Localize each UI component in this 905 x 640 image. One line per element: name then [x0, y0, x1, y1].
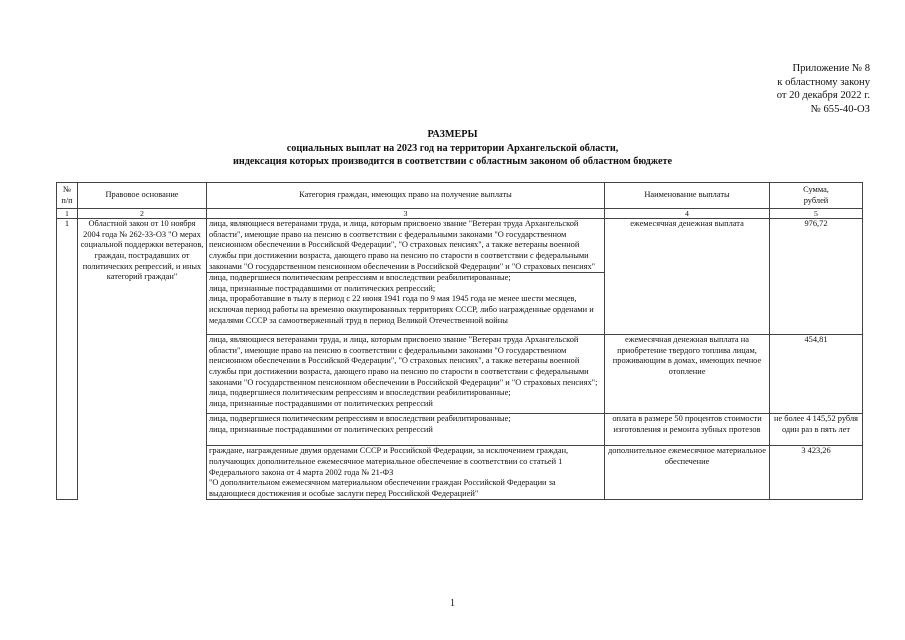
category-text: лица, подвергшиеся политическим репрессиям и впоследствии реабилитированные; лица, признанные пострадавшими от политических репрессий; лица, проработавшие в тылу в период с 22 июня 1941 года по 9 мая 1945 года не менее шести месяцев, исключая период работы на временно оккупированных территориях СССР, либо награжденные орденами и медалями СССР за самоотверженный труд в период Великой Отечественной войны: [209, 273, 594, 325]
appendix-law-number: № 655-40-ОЗ: [810, 103, 870, 115]
column-number: 5: [770, 209, 863, 219]
table-header-row: [57, 183, 863, 209]
category-text: лица, являющиеся ветеранами труда, и лица, которым присвоено звание "Ветеран труда Архангельской области", имеющие право на пенсию в соответствии с федеральными законами "О государственном пенсионном обеспечении в Российской Федерации", "О страховых пенсиях", а также ветераны военной службы при достижении возраста, дающего право на пенсию по старости в соответствии с федеральными законами "О государственном пенсионном обеспечении в Российской Федерации" и "О страховых пенсиях"; лица, подвергшиеся политическим репрессиям и впоследствии реабилитированные; лица, признанные пострадавшими от политических репрессий: [209, 335, 598, 408]
payment-name: оплата в размере 50 процентов стоимости изготовления и ремонта зубных протезов: [605, 414, 770, 446]
payment-sum: 454,81: [770, 335, 863, 414]
appendix-date: от 20 декабря 2022 г.: [776, 90, 870, 101]
header-basis: Правовое основание: [78, 183, 207, 209]
payment-name: дополнительное ежемесячное материальное обеспечение: [605, 446, 770, 500]
document-title: [0, 128, 905, 169]
title-main: РАЗМЕРЫ: [427, 129, 478, 140]
table-row: [57, 219, 863, 273]
category-text: лица, являющиеся ветеранами труда, и лица, которым присвоено звание "Ветеран труда Архангельской области", имеющие право на пенсию в соответствии с федеральными законами "О государственном пенсионном обеспечении в Российской Федерации", "О страховых пенсиях", а также ветераны военной службы при достижении возраста, дающего право на пенсию по старости в соответствии с федеральными законами "О государственном пенсионном обеспечении в Российской Федерации" и "О страховых пенсиях": [209, 219, 596, 271]
column-number: 4: [605, 209, 770, 219]
category-cell: [207, 335, 605, 414]
category-cell: [207, 414, 605, 446]
category-text: лица, подвергшиеся политическим репрессиям и впоследствии реабилитированные; лица, признанные пострадавшими от политических репрессий: [209, 414, 511, 434]
title-sub-1: социальных выплат на 2023 год на территории Архангельской области,: [286, 142, 619, 154]
appendix-header: [690, 62, 870, 116]
category-cell: [207, 219, 605, 273]
column-number-row: [57, 209, 863, 219]
column-number: 2: [78, 209, 207, 219]
appendix-number: Приложение № 8: [792, 63, 870, 74]
header-num: № п/п: [57, 183, 78, 209]
column-number: 3: [207, 209, 605, 219]
category-cell: [207, 446, 605, 500]
column-number: 1: [57, 209, 78, 219]
page-number: 1: [450, 598, 455, 609]
payment-name: ежемесячная денежная выплата: [605, 219, 770, 335]
header-sum: Сумма, рублей: [770, 183, 863, 209]
header-category: Категория граждан, имеющих право на получение выплаты: [207, 183, 605, 209]
payment-sum: не более 4 145,52 рубля один раз в пять лет: [770, 414, 863, 446]
payment-name: ежемесячная денежная выплата на приобретение твердого топлива лицам, проживающим в домах, имеющих печное отопление: [605, 335, 770, 414]
category-text: граждане, награжденные двумя орденами СССР и Российской Федерации, за исключением граждан, получающих дополнительное ежемесячное материальное обеспечение в соответствии со статьей 1 Федерального закона от 4 марта 2002 года № 21-ФЗ "О дополнительном ежемесячном материальном обеспечении граждан Российской Федерации за выдающиеся достижения и особые заслуги перед Российской Федерацией": [209, 446, 569, 498]
category-cell: [207, 273, 605, 335]
row-number: 1: [57, 219, 78, 500]
payment-sum: 3 423,26: [770, 446, 863, 500]
payment-sum: 976,72: [770, 219, 863, 335]
header-name: Наименование выплаты: [605, 183, 770, 209]
appendix-law-ref: к областному закону: [777, 76, 870, 88]
title-sub-2: индексация которых производится в соответствии с областным законом об областном бюджете: [232, 156, 673, 168]
legal-basis: Областной закон от 10 ноября 2004 года № 262-33-ОЗ "О мерах социальной поддержки ветеранов, граждан, пострадавших от политических репрессий, и иных категорий граждан": [78, 219, 207, 500]
payments-table: [56, 182, 863, 500]
